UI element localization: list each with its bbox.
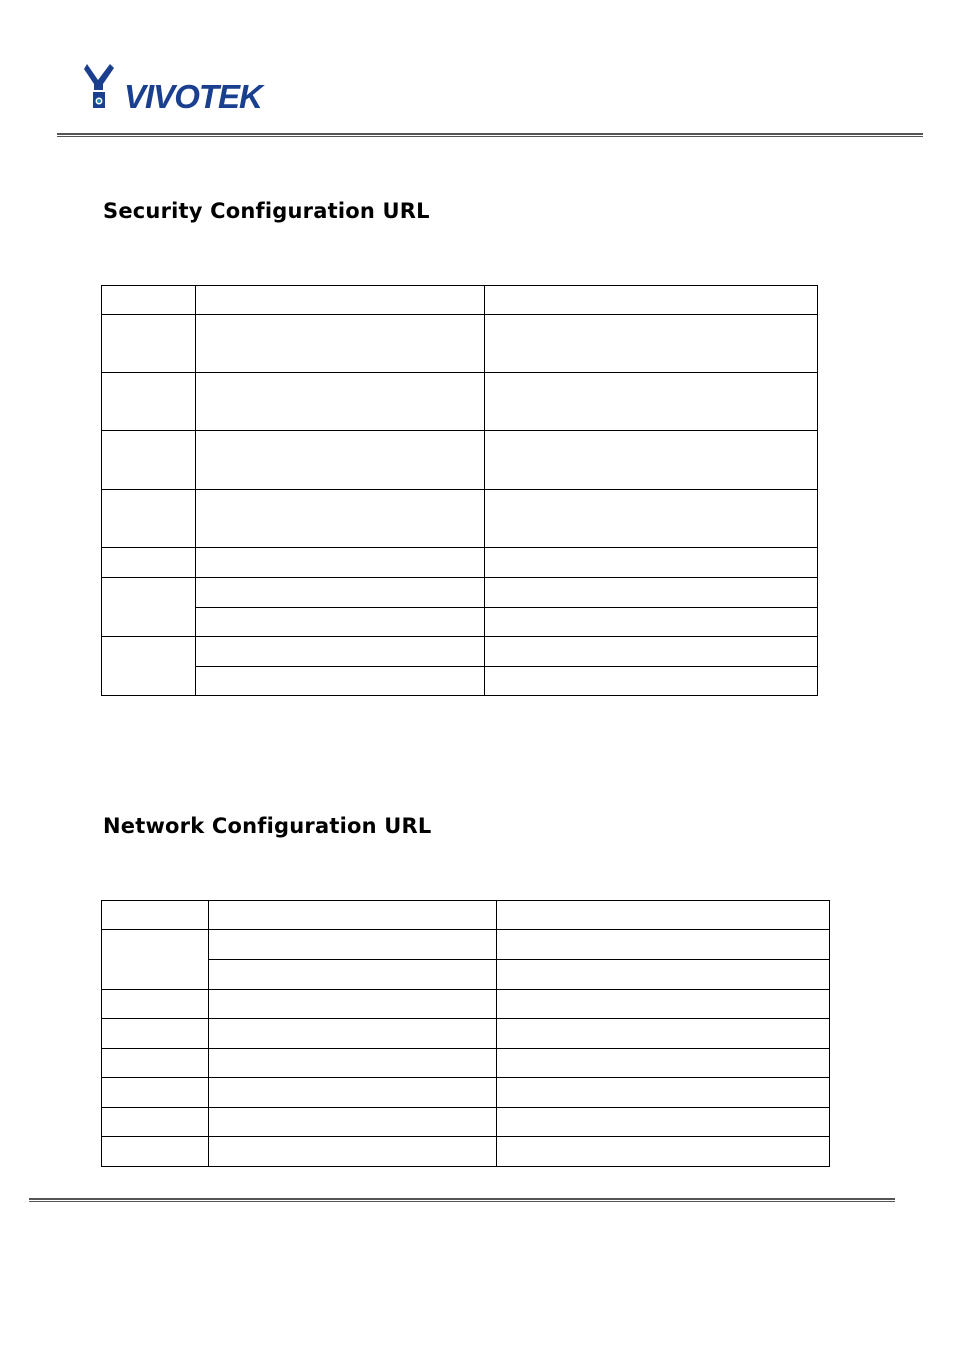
table-row — [102, 1019, 830, 1049]
table-row — [102, 901, 830, 930]
table-row — [102, 1049, 830, 1078]
table-row — [102, 960, 830, 990]
table-row — [102, 315, 818, 373]
table-row — [102, 1137, 830, 1167]
footer-rule — [29, 1198, 895, 1202]
section-title-network: Network Configuration URL — [103, 814, 432, 838]
table-row — [102, 286, 818, 315]
table-row — [102, 1108, 830, 1137]
security-config-table — [101, 285, 818, 696]
table-row — [102, 637, 818, 667]
table-row — [102, 1078, 830, 1108]
vivotek-logo — [84, 60, 294, 114]
table-row — [102, 667, 818, 696]
table-row — [102, 431, 818, 490]
table-row — [102, 608, 818, 637]
table-row — [102, 548, 818, 578]
svg-text:VIVOTEK: VIVOTEK — [124, 78, 262, 114]
table-row — [102, 490, 818, 548]
header-rule — [57, 133, 923, 137]
table-row — [102, 373, 818, 431]
camera-logo-icon — [84, 60, 294, 114]
table-row — [102, 990, 830, 1019]
table-row — [102, 578, 818, 608]
table-row — [102, 930, 830, 960]
section-title-security: Security Configuration URL — [103, 199, 430, 223]
network-config-table — [101, 900, 830, 1167]
